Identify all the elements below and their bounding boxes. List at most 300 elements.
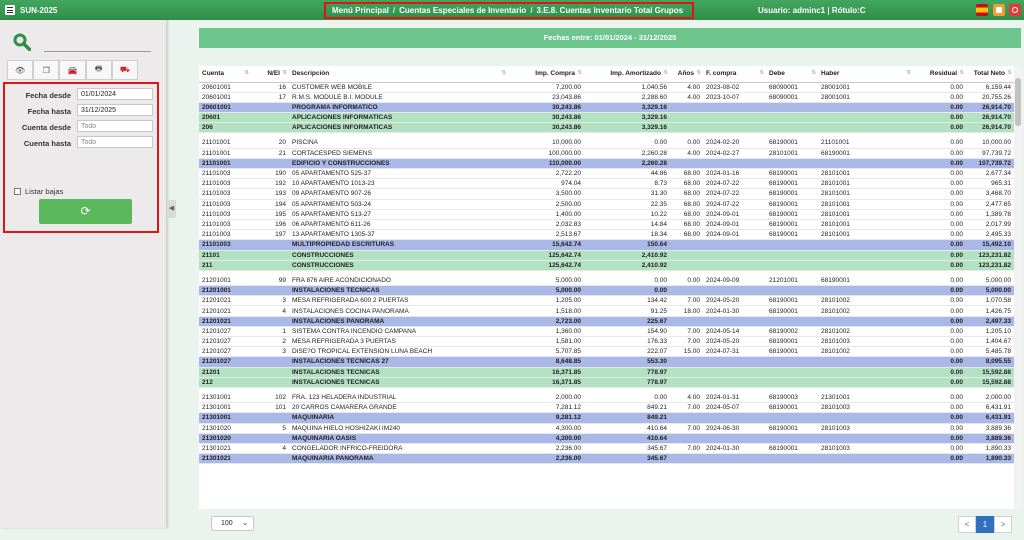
group-total-row[interactable] xyxy=(199,377,1014,387)
table-cell: 68190001 xyxy=(766,347,818,357)
table-cell: CUSTOMER WEB MOBILE xyxy=(289,82,508,92)
table-cell: 2,677.34 xyxy=(966,169,1014,179)
group-total-row[interactable] xyxy=(199,367,1014,377)
table-cell: 21301001 xyxy=(818,392,913,402)
table-cell: 68.00 xyxy=(670,179,703,189)
sort-icon[interactable]: ⇅ xyxy=(501,70,506,76)
table-cell xyxy=(766,433,818,443)
table-cell: 5,000.00 xyxy=(966,275,1014,285)
column-header[interactable] xyxy=(913,66,966,82)
table-cell: 23,043.86 xyxy=(508,92,584,102)
table-cell: 7.00 xyxy=(670,443,703,453)
table-cell: 21201027 xyxy=(199,357,251,367)
column-header-label: Descripción xyxy=(292,70,330,78)
table-cell: 7.00 xyxy=(670,326,703,336)
cuenta-hasta-input[interactable] xyxy=(77,136,153,148)
table-cell: 1,400.00 xyxy=(508,209,584,219)
sort-icon[interactable]: ⇅ xyxy=(282,70,287,76)
table-cell: 222.07 xyxy=(584,347,670,357)
sort-icon[interactable]: ⇅ xyxy=(811,70,816,76)
column-header[interactable] xyxy=(966,66,1014,82)
table-cell: 3,468.70 xyxy=(966,189,1014,199)
table-cell: 2024-07-31 xyxy=(703,347,766,357)
table-cell xyxy=(703,113,766,123)
table-cell xyxy=(670,316,703,326)
table-cell: 68190001 xyxy=(766,219,818,229)
column-header-label: Imp. Amortizado xyxy=(610,70,661,78)
table-cell: 2,032.83 xyxy=(508,219,584,229)
group-total-row[interactable] xyxy=(199,123,1014,133)
table-row[interactable] xyxy=(199,92,1014,102)
table-cell: 2,722.20 xyxy=(508,169,584,179)
table-cell: 21301020 xyxy=(199,423,251,433)
prev-page-button[interactable]: < xyxy=(958,516,976,533)
table-cell: 30,243.86 xyxy=(508,123,584,133)
table-cell: 21101001 xyxy=(199,138,251,148)
subtotal-row[interactable] xyxy=(199,433,1014,443)
table-cell xyxy=(251,113,289,123)
menu-icon[interactable] xyxy=(5,5,15,15)
table-cell xyxy=(766,377,818,387)
table-cell: 2,017.99 xyxy=(966,219,1014,229)
table-cell xyxy=(766,123,818,133)
collapse-sidebar-button[interactable]: ◀ xyxy=(167,200,176,218)
table-cell: 0.00 xyxy=(913,316,966,326)
column-header[interactable] xyxy=(703,66,766,82)
table-cell: 21101001 xyxy=(818,138,913,148)
table-cell: 21101 xyxy=(199,250,251,260)
table-row[interactable] xyxy=(199,82,1014,92)
table-cell xyxy=(670,357,703,367)
table-cell: 5,000.00 xyxy=(966,286,1014,296)
search-icon[interactable] xyxy=(13,33,31,51)
table-cell: 0.00 xyxy=(913,219,966,229)
table-cell: 68190001 xyxy=(766,179,818,189)
table-cell: 68190001 xyxy=(818,275,913,285)
table-cell: 21201001 xyxy=(199,275,251,285)
table-row[interactable] xyxy=(199,230,1014,240)
table-cell xyxy=(766,240,818,250)
column-header[interactable] xyxy=(508,66,584,82)
inventory-table xyxy=(199,66,1014,464)
table-cell: 28101001 xyxy=(818,179,913,189)
table-cell: 26,914.70 xyxy=(966,113,1014,123)
table-cell: 21201001 xyxy=(199,286,251,296)
table-cell: 68090001 xyxy=(766,92,818,102)
table-cell xyxy=(670,413,703,423)
inventory-table-container xyxy=(199,66,1014,509)
table-cell: 15,492.10 xyxy=(966,240,1014,250)
table-cell: 2024-05-20 xyxy=(703,337,766,347)
table-cell xyxy=(766,113,818,123)
user-info: Usuario: adminc1 | Rótulo:C xyxy=(758,6,866,15)
table-cell: CONSTRUCCIONES xyxy=(289,250,508,260)
table-row[interactable] xyxy=(199,347,1014,357)
table-cell: 68190003 xyxy=(766,392,818,402)
table-cell: 2,723.00 xyxy=(508,316,584,326)
sort-icon[interactable]: ⇅ xyxy=(577,70,582,76)
table-cell: 7.00 xyxy=(670,337,703,347)
sort-icon[interactable]: ⇅ xyxy=(244,70,249,76)
printer-icon[interactable]: 🖶 xyxy=(86,60,112,80)
table-row[interactable] xyxy=(199,403,1014,413)
table-cell: 1,205.10 xyxy=(966,326,1014,336)
table-cell: 18.00 xyxy=(670,306,703,316)
table-cell xyxy=(251,454,289,464)
breadcrumb-item[interactable]: Cuentas Especiales de Inventario xyxy=(399,6,527,15)
table-row[interactable] xyxy=(199,219,1014,229)
table-cell xyxy=(766,413,818,423)
table-cell: MAQUINARIA xyxy=(289,413,508,423)
table-cell: 2,236.00 xyxy=(508,454,584,464)
table-cell: 4 xyxy=(251,443,289,453)
table-cell xyxy=(818,240,913,250)
table-row[interactable] xyxy=(199,138,1014,148)
table-cell: 2024-07-22 xyxy=(703,179,766,189)
sort-icon[interactable]: ⇅ xyxy=(696,70,701,76)
table-cell: 21101003 xyxy=(199,199,251,209)
copy-icon[interactable]: ❐ xyxy=(33,60,59,80)
table-header-row xyxy=(199,66,1014,82)
subtotal-row[interactable] xyxy=(199,240,1014,250)
fecha-desde-input[interactable] xyxy=(77,88,153,100)
breadcrumb-item[interactable]: Menú Principal xyxy=(332,6,389,15)
table-cell: 0.00 xyxy=(913,296,966,306)
table-cell: 0.00 xyxy=(913,275,966,285)
table-cell: APLICACIONES INFORMATICAS xyxy=(289,113,508,123)
table-cell: 30,243.86 xyxy=(508,102,584,112)
table-cell: 26,914.70 xyxy=(966,102,1014,112)
table-cell xyxy=(670,123,703,133)
table-cell xyxy=(251,357,289,367)
table-cell: MESA REFRIGERADA 3 PUERTAS xyxy=(289,337,508,347)
table-cell: 28101001 xyxy=(818,199,913,209)
table-cell: 101 xyxy=(251,403,289,413)
table-cell: MAQUINARIA OASIS xyxy=(289,433,508,443)
table-cell: 18.34 xyxy=(584,230,670,240)
table-row[interactable] xyxy=(199,209,1014,219)
table-cell: 2024-01-31 xyxy=(703,392,766,402)
table-cell xyxy=(703,413,766,423)
table-cell: 20601001 xyxy=(199,82,251,92)
table-cell: 1 xyxy=(251,326,289,336)
table-row[interactable] xyxy=(199,296,1014,306)
table-cell xyxy=(670,240,703,250)
eye-icon[interactable]: 👁 xyxy=(7,60,33,80)
table-cell xyxy=(703,433,766,443)
group-total-row[interactable] xyxy=(199,250,1014,260)
table-cell: 7,281.12 xyxy=(508,403,584,413)
table-cell: 3,889.36 xyxy=(966,433,1014,443)
table-cell xyxy=(251,286,289,296)
column-header[interactable] xyxy=(584,66,670,82)
table-cell: EDIFICIO Y CONSTRUCCIONES xyxy=(289,158,508,168)
table-cell: 100,000.00 xyxy=(508,148,584,158)
table-cell xyxy=(251,240,289,250)
table-cell: 2024-01-30 xyxy=(703,443,766,453)
table-cell: 28001001 xyxy=(818,92,913,102)
table-cell: 10 APARTAMENTO 1013-23 xyxy=(289,179,508,189)
table-cell: 176.33 xyxy=(584,337,670,347)
table-cell: 345.67 xyxy=(584,454,670,464)
table-row[interactable] xyxy=(199,199,1014,209)
table-cell: 0.00 xyxy=(913,179,966,189)
table-cell xyxy=(670,367,703,377)
table-cell: 0.00 xyxy=(913,123,966,133)
table-cell: 97,739.72 xyxy=(966,148,1014,158)
group-total-row[interactable] xyxy=(199,113,1014,123)
table-cell: INSTALACIONES PANORAMA xyxy=(289,316,508,326)
table-cell: 0.00 xyxy=(913,423,966,433)
table-cell: R.M.S. MODULE B.I. MODULE xyxy=(289,92,508,102)
table-cell: 2024-09-01 xyxy=(703,219,766,229)
table-cell: 68190001 xyxy=(766,189,818,199)
table-cell: 17 xyxy=(251,92,289,102)
table-cell: 2,410.92 xyxy=(584,250,670,260)
column-header-label: Cuenta xyxy=(202,70,225,78)
table-cell: 0.00 xyxy=(913,454,966,464)
table-cell: 849.21 xyxy=(584,403,670,413)
table-cell: 3,329.16 xyxy=(584,102,670,112)
table-row[interactable] xyxy=(199,392,1014,402)
table-cell: 8,095.55 xyxy=(966,357,1014,367)
column-header[interactable] xyxy=(251,66,289,82)
truck-icon[interactable]: ⛟ xyxy=(112,60,138,80)
table-cell: 0.00 xyxy=(913,403,966,413)
column-header[interactable] xyxy=(289,66,508,82)
table-cell: 28101001 xyxy=(818,209,913,219)
table-cell xyxy=(251,377,289,387)
scroll-thumb[interactable] xyxy=(1015,78,1021,126)
table-row[interactable] xyxy=(199,169,1014,179)
table-cell xyxy=(251,250,289,260)
table-cell: 0.00 xyxy=(584,392,670,402)
table-cell: 5,485.78 xyxy=(966,347,1014,357)
table-cell: 225.67 xyxy=(584,316,670,326)
fecha-hasta-row xyxy=(5,104,155,118)
table-cell: 3,329.16 xyxy=(584,113,670,123)
table-cell xyxy=(251,316,289,326)
table-cell: 31.30 xyxy=(584,189,670,199)
table-cell xyxy=(766,316,818,326)
table-cell: MAQUINARIA PANORAMA xyxy=(289,454,508,464)
table-cell: INSTALACIONES TECNICAS xyxy=(289,367,508,377)
table-row[interactable] xyxy=(199,189,1014,199)
table-cell: 211 xyxy=(199,260,251,270)
subtotal-row[interactable] xyxy=(199,158,1014,168)
table-cell xyxy=(703,250,766,260)
table-cell: 4.00 xyxy=(670,82,703,92)
table-cell: 2,288.60 xyxy=(584,92,670,102)
table-cell: 778.97 xyxy=(584,367,670,377)
table-cell: 2,500.00 xyxy=(508,199,584,209)
table-cell: 20601 xyxy=(199,113,251,123)
table-cell: 28101002 xyxy=(818,326,913,336)
print-icon[interactable] xyxy=(993,4,1005,16)
sort-icon[interactable]: ⇅ xyxy=(959,70,964,76)
table-cell: 28101001 xyxy=(766,148,818,158)
table-cell: 5,000.00 xyxy=(508,286,584,296)
table-cell: 05 APARTAMENTO 513-27 xyxy=(289,209,508,219)
table-cell xyxy=(670,113,703,123)
table-cell: 107,739.72 xyxy=(966,158,1014,168)
table-cell: 0.00 xyxy=(913,413,966,423)
table-row[interactable] xyxy=(199,326,1014,336)
table-cell: 91.25 xyxy=(584,306,670,316)
table-cell: 0.00 xyxy=(913,199,966,209)
table-cell: 68.00 xyxy=(670,230,703,240)
table-cell: 974.04 xyxy=(508,179,584,189)
column-header[interactable] xyxy=(818,66,913,82)
subtotal-row[interactable] xyxy=(199,413,1014,423)
table-cell: 2024-05-20 xyxy=(703,296,766,306)
table-cell: 2024-01-30 xyxy=(703,306,766,316)
column-header[interactable] xyxy=(766,66,818,82)
table-cell: 0.00 xyxy=(670,138,703,148)
table-scrollbar[interactable] xyxy=(1014,66,1022,509)
table-cell: 553.30 xyxy=(584,357,670,367)
fecha-hasta-label: Fecha hasta xyxy=(27,107,71,116)
table-cell: 6,431.91 xyxy=(966,413,1014,423)
table-cell: 2,497.33 xyxy=(966,316,1014,326)
table-cell: 68.00 xyxy=(670,199,703,209)
table-cell: 1,389.78 xyxy=(966,209,1014,219)
table-cell: 1,360.00 xyxy=(508,326,584,336)
table-cell: 05 APARTAMENTO 525-37 xyxy=(289,169,508,179)
table-cell: 0.00 xyxy=(913,326,966,336)
table-cell: 21201001 xyxy=(766,275,818,285)
table-row[interactable] xyxy=(199,443,1014,453)
table-cell: 2,260.28 xyxy=(584,158,670,168)
subtotal-row[interactable] xyxy=(199,357,1014,367)
table-cell: 21301001 xyxy=(199,403,251,413)
table-cell: 0.00 xyxy=(913,92,966,102)
table-cell: 150.64 xyxy=(584,240,670,250)
table-cell xyxy=(703,367,766,377)
table-cell: 20601001 xyxy=(199,102,251,112)
sort-icon[interactable]: ⇅ xyxy=(906,70,911,76)
table-cell: 2,260.28 xyxy=(584,148,670,158)
table-cell: 0.00 xyxy=(913,377,966,387)
table-cell xyxy=(818,367,913,377)
table-cell: 16,371.85 xyxy=(508,367,584,377)
refresh-icon: ⟳ xyxy=(80,204,91,218)
table-cell: 2024-09-09 xyxy=(703,275,766,285)
table-cell: 68190001 xyxy=(766,169,818,179)
group-total-row[interactable] xyxy=(199,260,1014,270)
table-cell: 1,581.00 xyxy=(508,337,584,347)
page-size-select[interactable] xyxy=(211,516,254,531)
table-cell: 21301020 xyxy=(199,433,251,443)
cuenta-desde-input[interactable] xyxy=(77,120,153,132)
table-cell: APLICACIONES INFORMATICAS xyxy=(289,123,508,133)
table-cell xyxy=(818,158,913,168)
table-cell: PISCINA xyxy=(289,138,508,148)
table-cell xyxy=(818,377,913,387)
table-cell xyxy=(703,286,766,296)
table-cell xyxy=(703,158,766,168)
search-input[interactable] xyxy=(44,51,151,52)
refresh-button[interactable] xyxy=(39,199,132,224)
table-cell: 68190001 xyxy=(766,209,818,219)
table-cell: 68.00 xyxy=(670,189,703,199)
table-cell: 2,000.00 xyxy=(508,392,584,402)
cuenta-desde-row xyxy=(5,120,155,134)
spain-flag-icon[interactable] xyxy=(976,4,988,16)
table-cell: 206 xyxy=(199,123,251,133)
table-cell: 102 xyxy=(251,392,289,402)
fecha-hasta-input[interactable] xyxy=(77,104,153,116)
column-header[interactable] xyxy=(199,66,251,82)
table-row[interactable] xyxy=(199,179,1014,189)
table-cell: 190 xyxy=(251,169,289,179)
table-cell xyxy=(766,250,818,260)
car-icon[interactable]: 🚘 xyxy=(59,60,85,80)
table-cell: 3 xyxy=(251,296,289,306)
table-cell: 0.00 xyxy=(913,209,966,219)
page-1-button[interactable]: 1 xyxy=(976,516,994,533)
table-cell: 2024-02-27 xyxy=(703,148,766,158)
table-row[interactable] xyxy=(199,306,1014,316)
sort-icon[interactable]: ⇅ xyxy=(759,70,764,76)
table-cell: FRA. 123 HELADERA INDUSTRIAL xyxy=(289,392,508,402)
table-cell: MAQUINA HIELO HOSHIZAKI IM240 xyxy=(289,423,508,433)
table-cell: 15,592.88 xyxy=(966,367,1014,377)
table-row[interactable] xyxy=(199,275,1014,285)
subtotal-row[interactable] xyxy=(199,454,1014,464)
table-cell: 2024-05-14 xyxy=(703,326,766,336)
subtotal-row[interactable] xyxy=(199,286,1014,296)
table-cell: 21101003 xyxy=(199,169,251,179)
page-size-value: 100 xyxy=(221,520,233,527)
table-row[interactable] xyxy=(199,148,1014,158)
table-cell: 197 xyxy=(251,230,289,240)
table-row[interactable] xyxy=(199,423,1014,433)
column-header[interactable] xyxy=(670,66,703,82)
table-cell: 134.42 xyxy=(584,296,670,306)
table-cell: 21201021 xyxy=(199,306,251,316)
column-header-label: Debe xyxy=(769,70,785,78)
column-header-label: F. compra xyxy=(706,70,737,78)
table-cell: 193 xyxy=(251,189,289,199)
table-cell xyxy=(766,158,818,168)
power-icon[interactable] xyxy=(1009,4,1021,16)
subtotal-row[interactable] xyxy=(199,102,1014,112)
table-cell: 2024-05-07 xyxy=(703,403,766,413)
table-cell xyxy=(703,123,766,133)
table-cell: 21301021 xyxy=(199,443,251,453)
listar-bajas-checkbox[interactable] xyxy=(14,188,21,195)
table-cell: 2024-09-01 xyxy=(703,209,766,219)
next-page-button[interactable]: > xyxy=(994,516,1012,533)
table-cell: INSTALACIONES COCINA PANORAMA xyxy=(289,306,508,316)
table-cell xyxy=(670,260,703,270)
table-cell: 8.73 xyxy=(584,179,670,189)
sort-icon[interactable]: ⇅ xyxy=(663,70,668,76)
table-cell: 2023-08-02 xyxy=(703,82,766,92)
table-cell xyxy=(251,367,289,377)
table-cell xyxy=(766,367,818,377)
table-cell: 68090001 xyxy=(766,82,818,92)
table-cell xyxy=(703,316,766,326)
table-row[interactable] xyxy=(199,337,1014,347)
listar-bajas-option[interactable] xyxy=(14,187,63,196)
table-cell: 28101003 xyxy=(818,337,913,347)
subtotal-row[interactable] xyxy=(199,316,1014,326)
table-cell: 2024-01-16 xyxy=(703,169,766,179)
table-cell xyxy=(818,286,913,296)
sort-icon[interactable]: ⇅ xyxy=(1007,70,1012,76)
